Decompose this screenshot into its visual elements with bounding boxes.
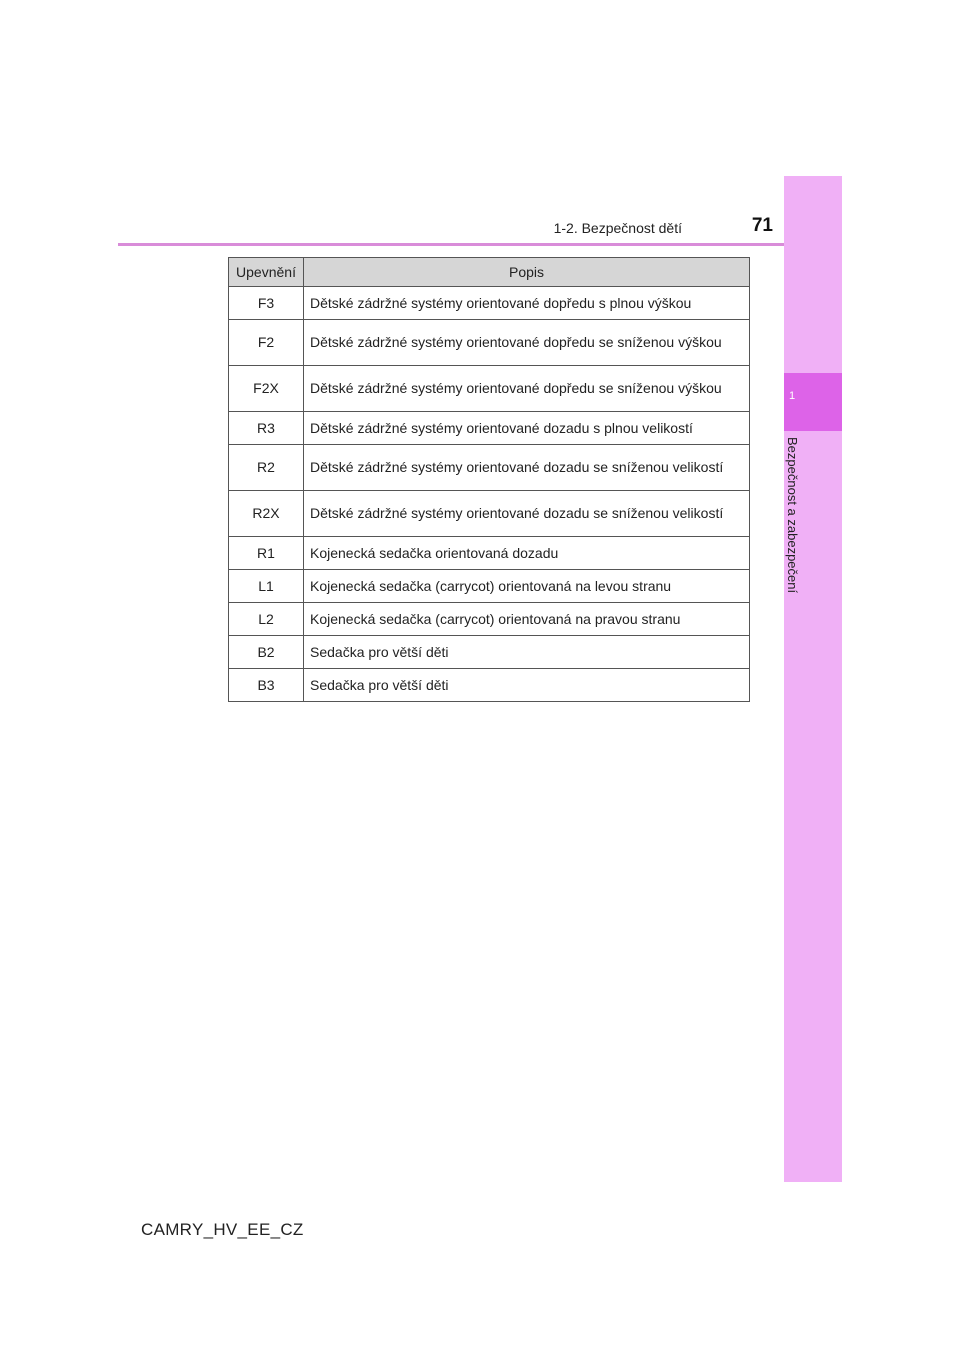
table-row <box>229 603 750 636</box>
fixture-description: Dětské zádržné systémy orientované dozadu se sníženou velikostí <box>304 445 750 491</box>
table-row <box>229 320 750 366</box>
page-number: 71 <box>751 215 773 236</box>
table-row <box>229 366 750 412</box>
fixture-description: Kojenecká sedačka orientovaná dozadu <box>304 537 750 570</box>
table-row <box>229 445 750 491</box>
fixture-description: Dětské zádržné systémy orientované dozadu se sníženou velikostí <box>304 491 750 537</box>
fixture-code: L2 <box>229 603 304 636</box>
fixture-description: Dětské zádržné systémy orientované dopředu se sníženou výškou <box>304 366 750 412</box>
fixture-description: Sedačka pro větší děti <box>304 669 750 702</box>
fixture-description: Dětské zádržné systémy orientované dozadu s plnou velikostí <box>304 412 750 445</box>
section-title: 1-2. Bezpečnost dětí <box>553 220 682 236</box>
fixture-code: L1 <box>229 570 304 603</box>
table-row <box>229 412 750 445</box>
fixture-description: Kojenecká sedačka (carrycot) orientovaná na levou stranu <box>304 570 750 603</box>
fixture-code: R1 <box>229 537 304 570</box>
fixture-code: R2 <box>229 445 304 491</box>
chapter-title: Bezpečnost a zabezpečení <box>785 437 800 594</box>
chapter-sidebar <box>784 176 842 1182</box>
chapter-number: 1 <box>788 390 796 402</box>
fixture-description: Dětské zádržné systémy orientované dopředu se sníženou výškou <box>304 320 750 366</box>
table-header-row <box>229 258 750 287</box>
fixture-code: R3 <box>229 412 304 445</box>
fixture-code: B2 <box>229 636 304 669</box>
table-row <box>229 570 750 603</box>
table-row <box>229 537 750 570</box>
column-header-fixture: Upevnění <box>229 258 304 287</box>
fixture-code: R2X <box>229 491 304 537</box>
fixture-description: Sedačka pro větší děti <box>304 636 750 669</box>
fixture-code: B3 <box>229 669 304 702</box>
model-code: CAMRY_HV_EE_CZ <box>141 1220 304 1239</box>
fixture-code: F3 <box>229 287 304 320</box>
fixture-description: Dětské zádržné systémy orientované dopředu s plnou výškou <box>304 287 750 320</box>
fixture-description: Kojenecká sedačka (carrycot) orientovaná na pravou stranu <box>304 603 750 636</box>
header-divider <box>118 243 842 246</box>
column-header-description: Popis <box>304 258 750 287</box>
table-row <box>229 636 750 669</box>
table-row <box>229 669 750 702</box>
fixture-code: F2X <box>229 366 304 412</box>
table-row <box>229 287 750 320</box>
chapter-tab[interactable] <box>784 373 842 431</box>
table-row <box>229 491 750 537</box>
fixture-table <box>228 257 750 702</box>
fixture-code: F2 <box>229 320 304 366</box>
